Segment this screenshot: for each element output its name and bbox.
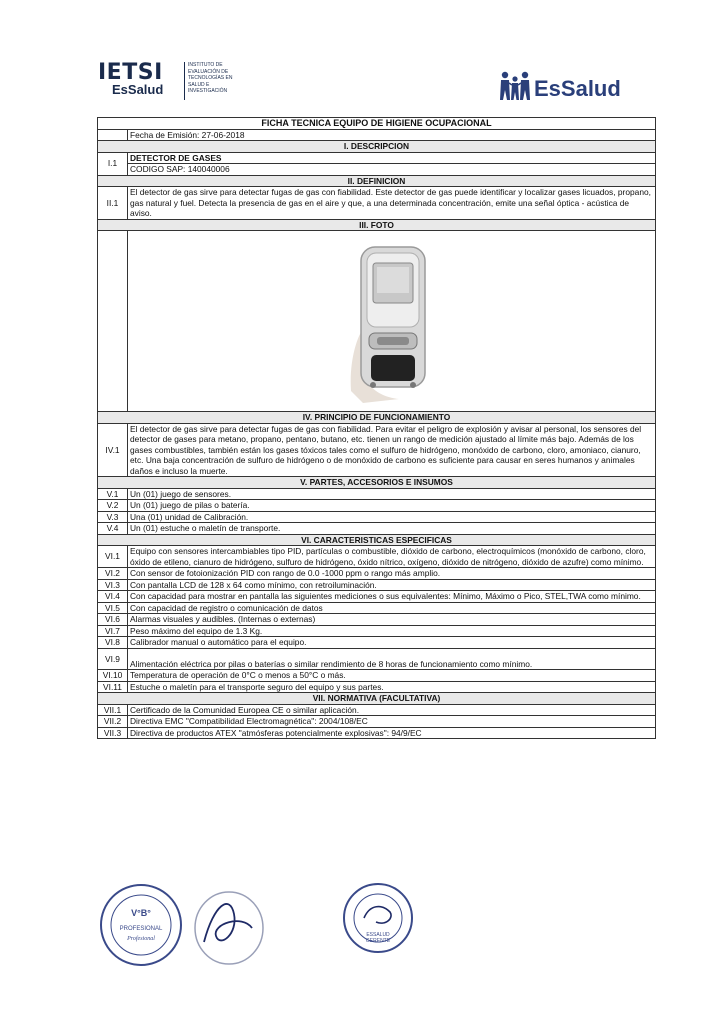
part-item: Un (01) juego de pilas o batería.: [128, 500, 656, 512]
sap-code: CODIGO SAP: 140040006: [128, 164, 656, 176]
ietsi-line: TECNOLOGÍAS EN: [188, 75, 233, 81]
row-number: I.1: [98, 152, 128, 175]
spec-item: Equipo con sensores intercambiables tipo PID, partículas o combustible, dióxido de carbono, electroquímicos (monóxido de carbono, cloro, óxido de etileno, cianuro de hidrógeno, sulfuro de hidrógeno, óxido nítrico, oxígeno, dióxido de nitrógeno, dióxido de azufre) como mínimo.: [128, 546, 656, 568]
part-item: Un (01) estuche o maletín de transporte.: [128, 523, 656, 535]
row-number: VI.3: [98, 579, 128, 591]
manager-seal-icon: [340, 878, 416, 958]
ietsi-divider: [184, 62, 185, 100]
row-number: V.1: [98, 488, 128, 500]
spec-item: Alimentación eléctrica por pilas o baterías o similar rendimiento de 8 horas de funcionamiento como mínimo.: [128, 648, 656, 670]
row-number: VII.2: [98, 716, 128, 728]
row-number: VI.7: [98, 625, 128, 637]
row-number: VI.10: [98, 670, 128, 682]
empty-cell: [98, 231, 128, 412]
stamp-text: GERENTE: [365, 938, 391, 944]
spec-item: Estuche o maletín para el transporte seguro del equipo y sus partes.: [128, 681, 656, 693]
header-logos: [0, 0, 724, 110]
row-number: VI.4: [98, 591, 128, 603]
emission-date: Fecha de Emisión: 27-06-2018: [128, 129, 656, 141]
spec-item: Con capacidad para mostrar en pantalla las siguientes mediciones o sus equivalentes: Mínimo, Máximo o Pico, STEL,TWA como mínimo.: [128, 591, 656, 603]
norm-item: Directiva de productos ATEX "atmósferas potencialmente explosivas": 94/9/EC: [128, 727, 656, 739]
ietsi-logo-sub: EsSalud: [112, 82, 164, 97]
section-heading: I. DESCRIPCION: [98, 141, 656, 153]
definition-text: El detector de gas sirve para detectar fugas de gas con fiabilidad. Este detector de gas puede identificar y localizar gases licuados, propano, gas natural y fuel. Detecta la presencia de gas en el aire y que, a una determinada concentración, emite una señal óptica - acústica de aviso.: [128, 187, 656, 220]
ietsi-line: INSTITUTO DE: [188, 62, 223, 68]
principle-text: El detector de gas sirve para detectar fugas de gas con fiabilidad. Para evitar el peligro de explosión y avisar al personal, los sensores del detector de gases para metano, propano, pentano, butano, etc. tienen un rango de medición ajustado al límite más bajo. Además de los gases combustibles, también están los gases tóxicos tales como el sulfuro de hidrógeno, monóxido de carbono, cloro, amoniaco, cianuro, etc. Una baja concentración de sulfuro de hidrógeno o de monóxido de carbono es suficiente para causar en seres humanos y animales daños e incluso la muerte.: [128, 423, 656, 477]
spec-item: Calibrador manual o automático para el equipo.: [128, 637, 656, 649]
gas-detector-photo: [343, 241, 443, 403]
norm-item: Certificado de la Comunidad Europea CE o similar aplicación.: [128, 704, 656, 716]
signature-seal-icon: [190, 884, 268, 968]
family-icon: [498, 70, 532, 102]
row-number: VII.3: [98, 727, 128, 739]
spec-item: Con sensor de fotoionización PID con rango de 0.0 -1000 ppm o rango más amplio.: [128, 568, 656, 580]
row-number: VI.1: [98, 546, 128, 568]
stamp-text: Profesional: [127, 936, 155, 942]
spec-item: Con pantalla LCD de 128 x 64 como mínimo, con retroiluminación.: [128, 579, 656, 591]
spec-item: Peso máximo del equipo de 1.3 Kg.: [128, 625, 656, 637]
norm-item: Directiva EMC "Compatibilidad Electromagnética": 2004/108/EC: [128, 716, 656, 728]
ietsi-line: SALUD E: [188, 81, 210, 88]
section-heading: II. DEFINICION: [98, 175, 656, 187]
spec-item: Temperatura de operación de 0°C o menos a 50°C o más.: [128, 670, 656, 682]
approval-seal-icon: [96, 880, 186, 970]
ietsi-line: EVALUACIÓN DE: [188, 68, 229, 75]
row-number: VI.6: [98, 614, 128, 626]
row-number: IV.1: [98, 423, 128, 477]
row-number: V.3: [98, 511, 128, 523]
section-heading: VI. CARACTERISTICAS ESPECIFICAS: [98, 534, 656, 546]
row-number: VI.5: [98, 602, 128, 614]
ietsi-logo-text: IETSI: [98, 60, 163, 85]
spec-item: Alarmas visuales y audibles. (Internas o externas): [128, 614, 656, 626]
part-item: Un (01) juego de sensores.: [128, 488, 656, 500]
approval-stamps: [0, 860, 724, 980]
row-number: VI.2: [98, 568, 128, 580]
row-number: V.2: [98, 500, 128, 512]
stamp-text: V°B°: [131, 908, 151, 918]
row-number: VI.9: [98, 648, 128, 670]
spec-item: Con capacidad de registro o comunicación de datos: [128, 602, 656, 614]
stamp-text: PROFESIONAL: [119, 926, 163, 932]
document-title: FICHA TECNICA EQUIPO DE HIGIENE OCUPACIONAL: [98, 118, 656, 130]
section-heading: VII. NORMATIVA (FACULTATIVA): [98, 693, 656, 705]
row-number: VI.8: [98, 637, 128, 649]
row-number: VII.1: [98, 704, 128, 716]
ietsi-institute-lines: [188, 62, 258, 95]
stamp-text: ESSALUD: [366, 932, 390, 938]
row-number: V.4: [98, 523, 128, 535]
essalud-logo-text: EsSalud: [534, 76, 621, 101]
ietsi-line: INVESTIGACIÓN: [188, 88, 228, 94]
row-number: VI.11: [98, 681, 128, 693]
empty-cell: [98, 129, 128, 141]
section-heading: IV. PRINCIPIO DE FUNCIONAMIENTO: [98, 412, 656, 424]
section-heading: V. PARTES, ACCESORIOS E INSUMOS: [98, 477, 656, 489]
row-number: II.1: [98, 187, 128, 220]
part-item: Una (01) unidad de Calibración.: [128, 511, 656, 523]
section-heading: III. FOTO: [98, 219, 656, 231]
equipment-name: DETECTOR DE GASES: [128, 152, 656, 164]
photo-cell: [128, 231, 656, 412]
technical-sheet-table: [97, 117, 656, 739]
